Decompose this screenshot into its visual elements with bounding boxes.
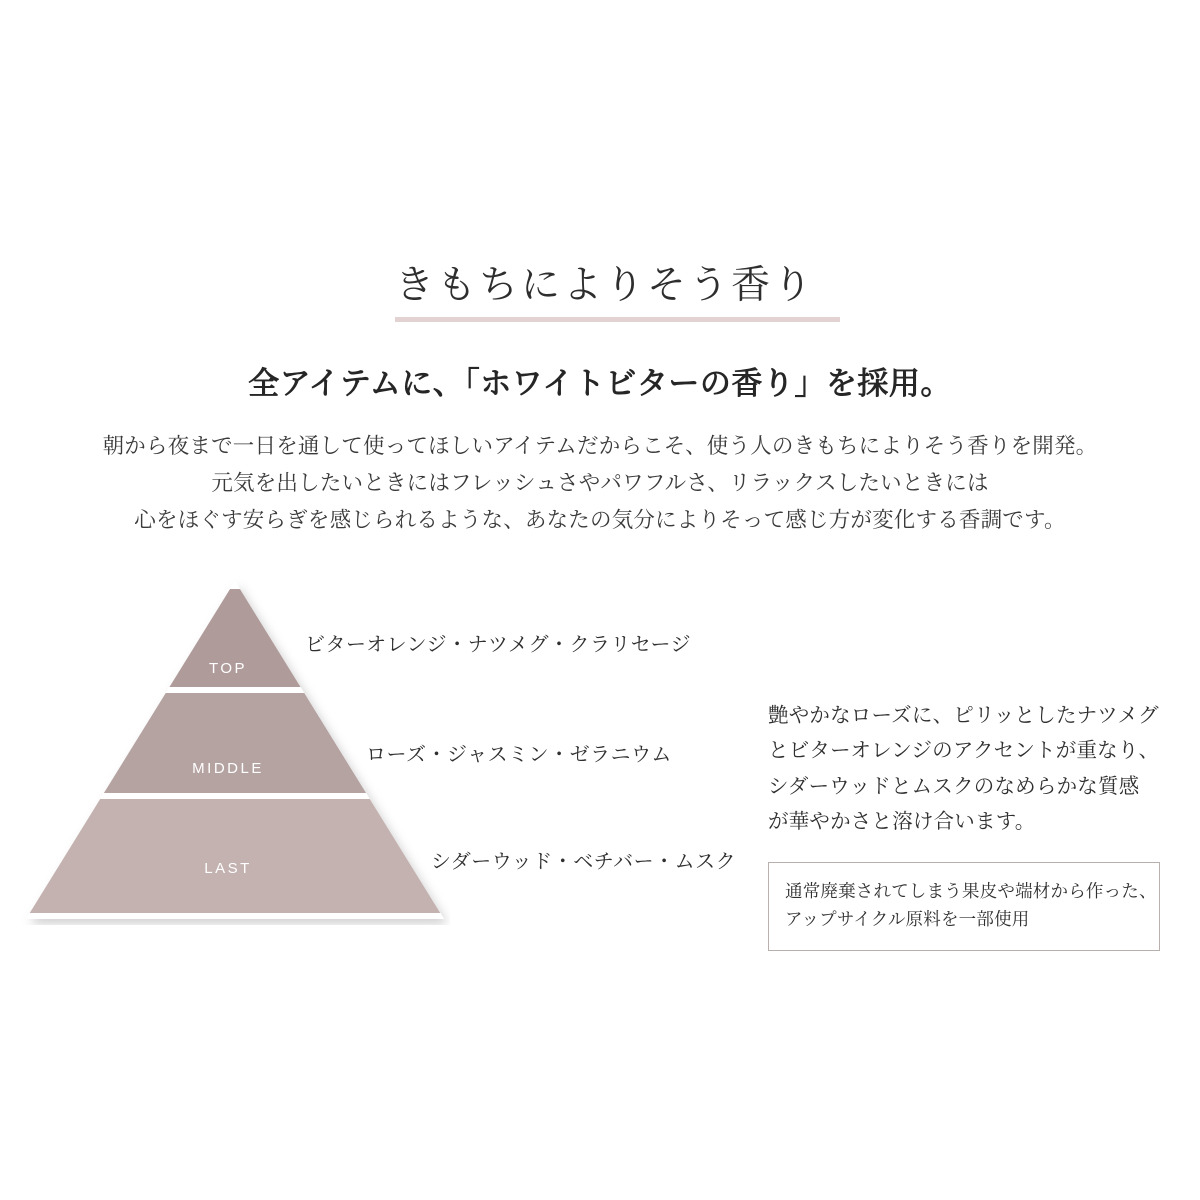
upcycle-note-line-1: 通常廃棄されてしまう果皮や端材から作った、 xyxy=(785,881,1157,901)
page-title-block xyxy=(395,262,855,322)
scent-description xyxy=(768,698,1188,839)
body-copy-line-3: 心をほぐす安らぎを感じられるような、あなたの気分によりそって感じ方が変化する香調です。 xyxy=(134,508,1066,533)
scent-description-line-1: 艶やかなローズに、ピリッとしたナツメグ xyxy=(768,704,1159,727)
pyramid-notes-middle: ローズ・ジャスミン・ゼラニウム xyxy=(366,744,672,766)
scent-description-line-2: とビターオレンジのアクセントが重なり、 xyxy=(768,739,1160,763)
upcycle-note-line-2: アップサイクル原料を一部使用 xyxy=(785,909,1030,930)
body-copy xyxy=(0,428,1200,540)
pyramid-notes-top: ビターオレンジ・ナツメグ・クラリセージ xyxy=(305,634,692,656)
page-title: きもちによりそう香り xyxy=(395,264,816,307)
body-copy-line-1: 朝から夜まで一日を通して使ってほしいアイテムだからこそ、使う人のきもちによりそう香りを開発。 xyxy=(102,434,1098,458)
pyramid-band-last xyxy=(20,799,450,913)
title-underline-rule xyxy=(395,317,840,322)
pyramid-label-top: TOP xyxy=(208,660,248,677)
sub-headline: 全アイテムに、「ホワイトビターの香り」を採用。 xyxy=(248,366,952,401)
scent-description-line-4: が華やかさと溶け合います。 xyxy=(768,809,1036,833)
body-copy-line-2: 元気を出したいときにはフレッシュさやパワフルさ、リラックスしたいときには xyxy=(211,471,989,496)
pyramid-label-middle: MIDDLE xyxy=(192,760,264,777)
pyramid-notes-last: シダーウッド・ベチバー・ムスク xyxy=(431,851,737,873)
scent-description-line-3: シダーウッドとムスクのなめらかな質感 xyxy=(768,774,1140,798)
upcycle-note-box xyxy=(768,862,1160,951)
pyramid-label-last: LAST xyxy=(204,860,252,877)
